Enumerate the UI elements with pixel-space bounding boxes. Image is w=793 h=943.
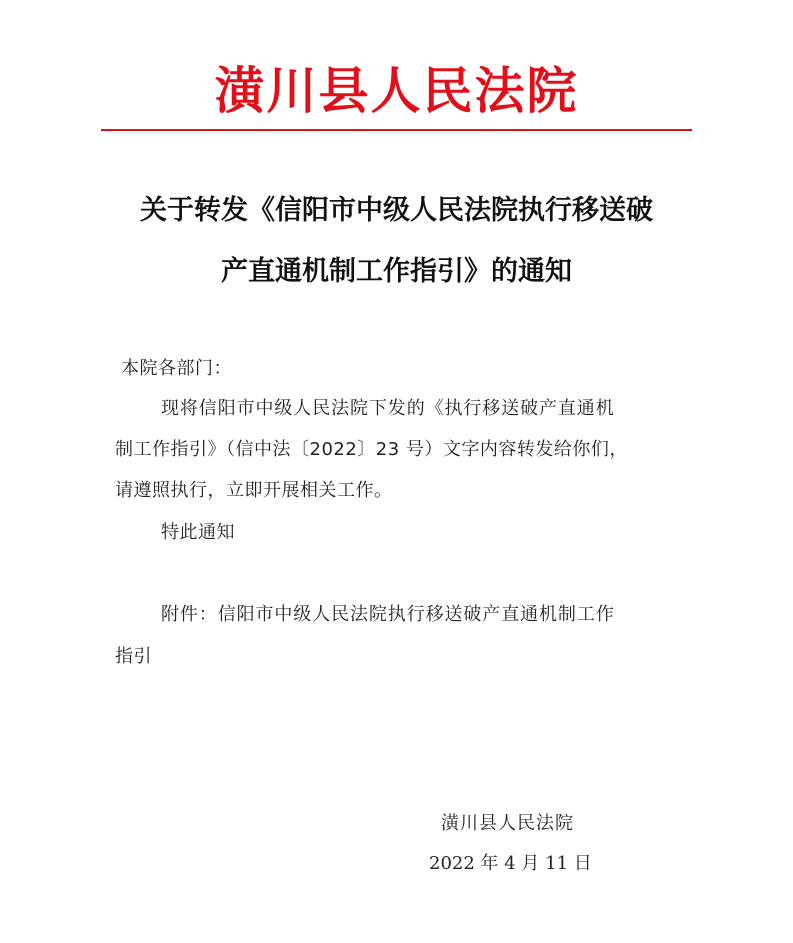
document-title-line-2: 产直通机制工作指引》的通知 xyxy=(221,256,572,287)
closing-text: 特此通知 xyxy=(161,522,235,543)
body-paragraph-line-3: 请遵照执行，立即开展相关工作。 xyxy=(115,480,393,501)
body-paragraph-line-1: 现将信阳市中级人民法院下发的《执行移送破产直通机 xyxy=(161,398,615,419)
attachment-line-2: 指引 xyxy=(115,646,152,667)
salutation: 本院各部门： xyxy=(121,358,232,379)
header-divider-rule xyxy=(101,129,692,131)
court-header-title: 潢川县人民法院 xyxy=(214,61,579,120)
document-title-line-1: 关于转发《信阳市中级人民法院执行移送破 xyxy=(140,195,653,226)
attachment-line-1: 附件：信阳市中级人民法院执行移送破产直通机制工作 xyxy=(161,604,615,625)
document-date: 2022 年 4 月 11 日 xyxy=(429,853,592,874)
signature-court-name: 潢川县人民法院 xyxy=(441,813,574,834)
body-paragraph-line-2: 制工作指引》（信中法〔2022〕23 号）文字内容转发给你们， xyxy=(115,439,628,460)
